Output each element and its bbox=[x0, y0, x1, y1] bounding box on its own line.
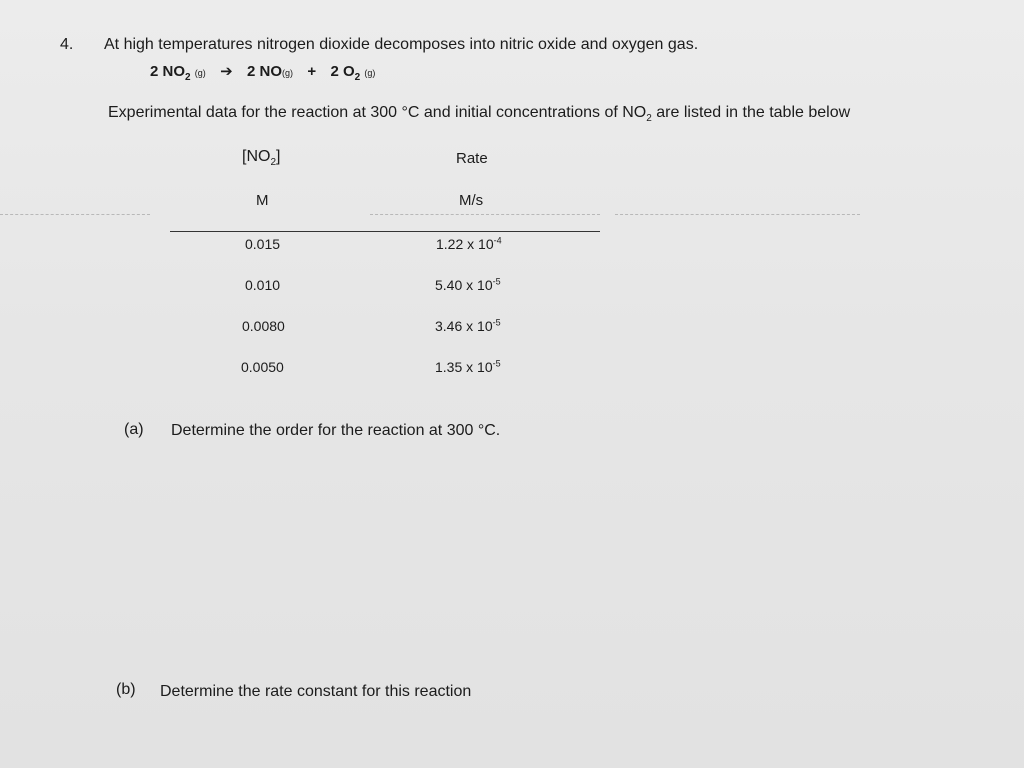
product1-coefficient: 2 bbox=[247, 63, 256, 80]
table-intro-text: Experimental data for the reaction at 300 °C and initial concentrations of $NO_2$ are listed in the table below bbox=[108, 104, 851, 125]
product2-state: (g) bbox=[364, 68, 376, 78]
question-text: At high temperatures nitrogen dioxide decomposes into nitric oxide and oxygen gas. bbox=[104, 36, 699, 53]
part-b-text: Determine the rate constant for this reaction bbox=[160, 683, 472, 700]
faint-line-left bbox=[0, 214, 150, 215]
table-cell-rate: 1.22 x $10^{-4}$ bbox=[436, 235, 502, 252]
reactant-coefficient: 2 bbox=[150, 63, 159, 80]
table-cell-rate: 5.40 x $10^{-5}$ bbox=[435, 276, 501, 293]
question-number: 4. bbox=[60, 36, 74, 53]
unit-concentration: M bbox=[256, 192, 269, 209]
part-a-text: Determine the order for the reaction at 300 °C. bbox=[171, 422, 501, 439]
column-header-rate: Rate bbox=[456, 150, 488, 167]
product2-coefficient: 2 bbox=[330, 63, 339, 80]
product1-state: (g) bbox=[282, 68, 294, 78]
plus-sign: + bbox=[307, 63, 317, 80]
table-cell-rate: 1.35 x $10^{-5}$ bbox=[435, 358, 501, 375]
unit-rate: M/s bbox=[459, 192, 484, 209]
faint-line-middle bbox=[370, 214, 600, 215]
table-cell-rate: 3.46 x $10^{-5}$ bbox=[435, 317, 501, 334]
faint-line-right bbox=[615, 214, 860, 215]
column-header-concentration: $[NO_2]$ bbox=[242, 148, 281, 169]
table-cell-concentration: 0.015 bbox=[245, 236, 281, 252]
table-cell-concentration: 0.0050 bbox=[241, 359, 284, 375]
table-header-rule bbox=[170, 231, 600, 232]
part-a-label: (a) bbox=[124, 421, 144, 438]
table-cell-concentration: 0.010 bbox=[245, 277, 281, 293]
product2-formula: $O_2$ bbox=[343, 63, 361, 83]
chemical-equation bbox=[150, 62, 375, 83]
reactant-state: (g) bbox=[194, 68, 206, 78]
part-b-label: (b) bbox=[116, 681, 136, 698]
product1-formula: NO bbox=[259, 63, 283, 80]
reaction-arrow-icon: ➔ bbox=[220, 63, 233, 80]
reactant-formula: $NO_2$ bbox=[162, 63, 191, 83]
table-cell-concentration: 0.0080 bbox=[242, 318, 285, 334]
